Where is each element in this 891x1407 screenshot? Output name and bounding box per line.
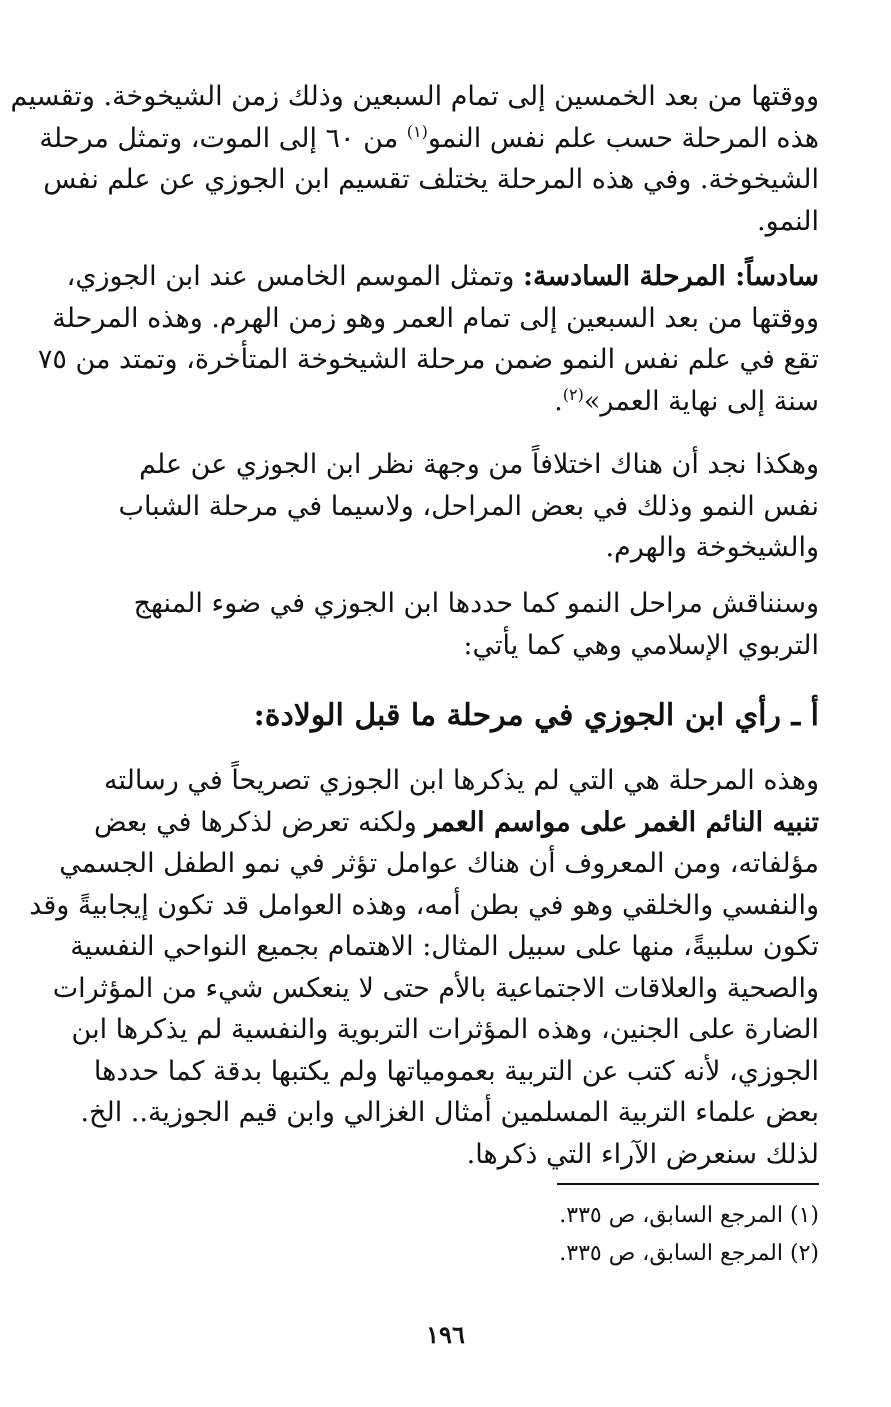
text-line: والشيخوخة والهرم. (605, 532, 819, 563)
text-line: تكون سلبيةً، منها على سبيل المثال: الاهتمام بجميع النواحي النفسية (70, 931, 819, 962)
text-line: بعض علماء التربية المسلمين أمثال الغزالي وابن قيم الجوزية.. الخ. (80, 1097, 819, 1128)
text-line (131, 381, 819, 423)
paragraph-old-age (10, 76, 819, 242)
text-line: مؤلفاته، ومن المعروف أن هناك عوامل تؤثر في نمو الطفل الجسمي (59, 848, 819, 879)
text-segment: وتمثل الموسم الخامس عند ابن الجوزي، (66, 261, 524, 292)
text-line: وهكذا نجد أن هناك اختلافاً من وجهة نظر ابن الجوزي عن علم (139, 449, 819, 480)
text-line: الضارة على الجنين، وهذه المؤثرات التربوية والنفسية لم يذكرها ابن (71, 1014, 819, 1045)
section-heading: أ ـ رأي ابن الجوزي في مرحلة ما قبل الولادة: (253, 698, 819, 733)
text-line: نفس النمو وذلك في بعض المراحل، ولاسيما في مرحلة الشباب (118, 490, 819, 522)
text-line (93, 802, 819, 844)
text-line: الشيخوخة. وفي هذه المرحلة يختلف تقسيم ابن الجوزي عن علم نفس (43, 164, 819, 195)
page-number: ١٩٦ (426, 1320, 465, 1349)
text-segment: ولكنه تعرض لذكرها في بعض (93, 806, 426, 838)
text-line: لذلك سنعرض الآراء التي ذكرها. (466, 1138, 819, 1170)
text-segment: سنة إلى نهاية العمر» (583, 385, 819, 417)
text-line: تقع في علم نفس النمو ضمن مرحلة الشيخوخة المتأخرة، وتمتد من ٧٥ (37, 344, 819, 375)
text-line: والنفسي والخلقي وهو في بطن أمه، وهذه العوامل قد تكون إيجابيةً وقد (29, 889, 819, 921)
paragraph-discussion (131, 583, 819, 666)
text-segment: . (554, 385, 563, 417)
text-line: الجوزي، لأنه كتب عن التربية بعمومياتها ولم يكتبها بدقة كما حددها (93, 1055, 819, 1087)
text-line: النمو. (756, 205, 819, 237)
footnote: (١) المرجع السابق، ص ٣٣٥. (559, 1203, 819, 1228)
text-line: وهذه المرحلة هي التي لم يذكرها ابن الجوزي تصريحاً في رسالته (104, 765, 819, 796)
book-title: تنبيه النائم الغمر على مواسم العمر (425, 806, 819, 838)
text-line: وسنناقش مراحل النمو كما حددها ابن الجوزي في ضوء المنهج (133, 588, 819, 619)
text-line: ووقتها من بعد السبعين إلى تمام العمر وهو زمن الهرم. وهذه المرحلة (52, 302, 819, 334)
footnote-ref: (٢) (562, 384, 584, 404)
text-line: والصحية والعلاقات الاجتماعية بالأم حتى لا ينعكس شيء من المؤثرات (52, 972, 819, 1004)
footnote-ref: (١) (406, 121, 428, 141)
text-line: التربوي الإسلامي وهي كما يأتي: (463, 629, 819, 661)
paragraph-difference (118, 444, 819, 569)
text-line (39, 118, 819, 160)
text-line (66, 256, 819, 298)
text-line: ووقتها من بعد الخمسين إلى تمام السبعين وذلك زمن الشيخوخة. وتقسيم (10, 81, 819, 112)
stage-label: سادساً: المرحلة السادسة: (523, 261, 819, 292)
footnote: (٢) المرجع السابق، ص ٣٣٥. (559, 1241, 819, 1266)
footnote-divider (557, 1183, 819, 1185)
text-segment: من ٦٠ إلى الموت، وتمثل مرحلة (39, 122, 407, 154)
text-segment: هذه المرحلة حسب علم نفس النمو (427, 122, 819, 154)
paragraph-sixth-stage (37, 256, 819, 422)
paragraph-prenatal (29, 760, 819, 1175)
